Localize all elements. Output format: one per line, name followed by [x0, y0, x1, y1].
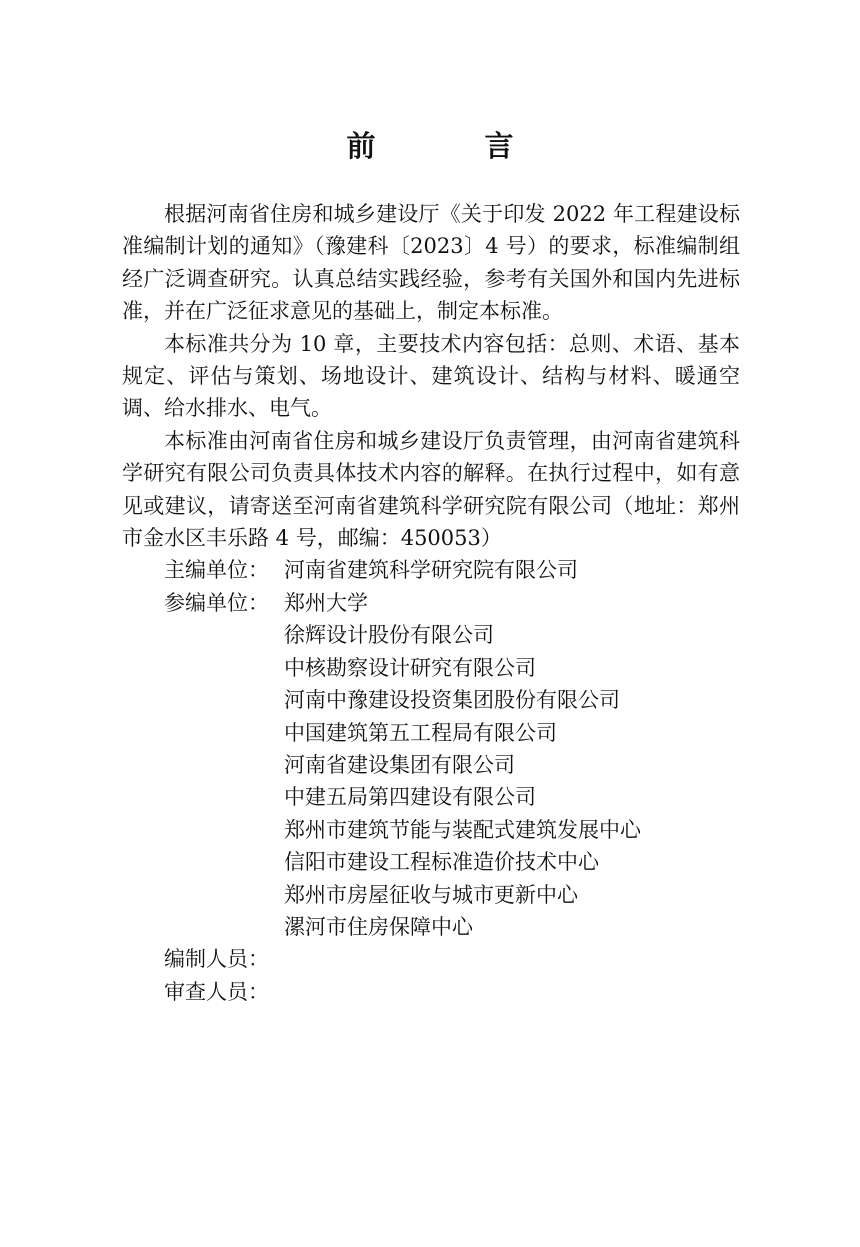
participant-unit: 河南省建设集团有限公司 — [284, 752, 515, 777]
participant-unit: 中国建筑第五工程局有限公司 — [284, 720, 557, 745]
paragraph-management: 本标准由河南省住房和城乡建设厅负责管理，由河南省建筑科学研究有限公司负责具体技术内容的解释。在执行过程中，如有意见或建议，请寄送至河南省建筑科学研究院有限公司（地址：郑州市金水区丰乐路 4 号，邮编：450053） — [122, 428, 740, 551]
participant-unit: 河南中豫建设投资集团股份有限公司 — [284, 688, 620, 713]
participant-unit: 徐辉设计股份有限公司 — [284, 623, 494, 648]
foreword-body — [122, 198, 740, 1008]
paragraph-basis: 根据河南省住房和城乡建设厅《关于印发 2022 年工程建设标准编制计划的通知》（豫建科〔2023〕4 号）的要求，标准编制组经广泛调查研究。认真总结实践经验，参考有关国外和国内先进标准，并在广泛征求意见的基础上，制定本标准。 — [122, 202, 740, 324]
participant-unit: 信阳市建设工程标准造价技术中心 — [284, 850, 599, 875]
participant-first: 郑州大学 — [284, 590, 368, 615]
participant-unit: 郑州市建筑节能与装配式建筑发展中心 — [284, 817, 641, 842]
chief-editor-value: 河南省建筑科学研究院有限公司 — [284, 558, 578, 583]
chief-editor-label: 主编单位： — [164, 558, 269, 583]
page-title: 前 言 — [346, 129, 554, 163]
participant-unit: 中核勘察设计研究有限公司 — [284, 655, 536, 680]
chief-editor-row — [122, 554, 740, 586]
drafters-row — [122, 943, 740, 975]
participants-list — [122, 619, 740, 943]
reviewers-label: 审查人员： — [164, 979, 269, 1004]
participants-label: 参编单位： — [164, 590, 269, 615]
reviewers-row — [122, 976, 740, 1008]
participants-row — [122, 587, 740, 619]
paragraph-contents: 本标准共分为 10 章，主要技术内容包括：总则、术语、基本规定、评估与策划、场地设计、建筑设计、结构与材料、暖通空调、给水排水、电气。 — [122, 331, 740, 421]
participant-unit: 漯河市住房保障中心 — [284, 914, 473, 939]
participant-unit: 郑州市房屋征收与城市更新中心 — [284, 882, 578, 907]
drafters-label: 编制人员： — [164, 947, 269, 972]
participant-unit: 中建五局第四建设有限公司 — [284, 785, 536, 810]
